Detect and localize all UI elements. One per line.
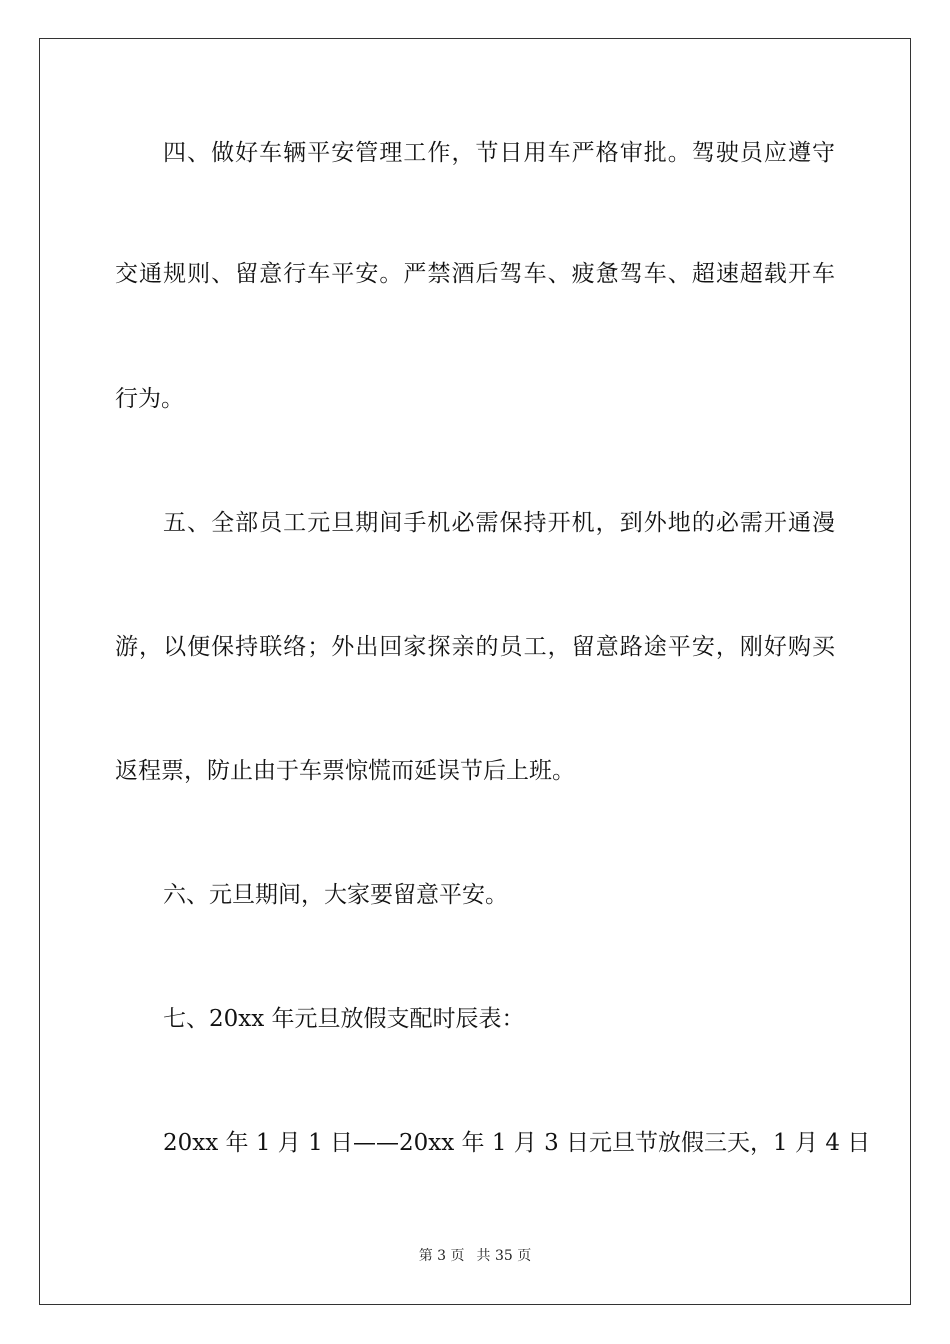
- page-number: 第 3 页: [418, 1248, 465, 1264]
- paragraph-5-line-2: 游，以便保持联络；外出回家探亲的员工，留意路途平安，刚好购买: [115, 634, 835, 660]
- paragraph-5-line-3: 返程票，防止由于车票惊慌而延误节后上班。: [115, 758, 575, 784]
- paragraph-7: 七、20xx 年元旦放假支配时辰表：: [163, 1006, 525, 1032]
- page-footer: [0, 1246, 950, 1266]
- paragraph-4-line-3: 行为。: [115, 386, 184, 412]
- page-total: 共 35 页: [476, 1248, 532, 1264]
- paragraph-6: 六、元旦期间，大家要留意平安。: [163, 882, 508, 908]
- page-border: [39, 38, 911, 1305]
- schedule-line-1: 20xx 年 1 月 1 日——20xx 年 1 月 3 日元旦节放假三天，1 月 4 日: [163, 1130, 871, 1156]
- paragraph-4-line-2: 交通规则、留意行车平安。严禁酒后驾车、疲惫驾车、超速超载开车: [115, 261, 835, 287]
- paragraph-5-line-1: 五、全部员工元旦期间手机必需保持开机，到外地的必需开通漫: [163, 510, 835, 536]
- paragraph-4-line-1: 四、做好车辆平安管理工作，节日用车严格审批。驾驶员应遵守: [163, 140, 835, 166]
